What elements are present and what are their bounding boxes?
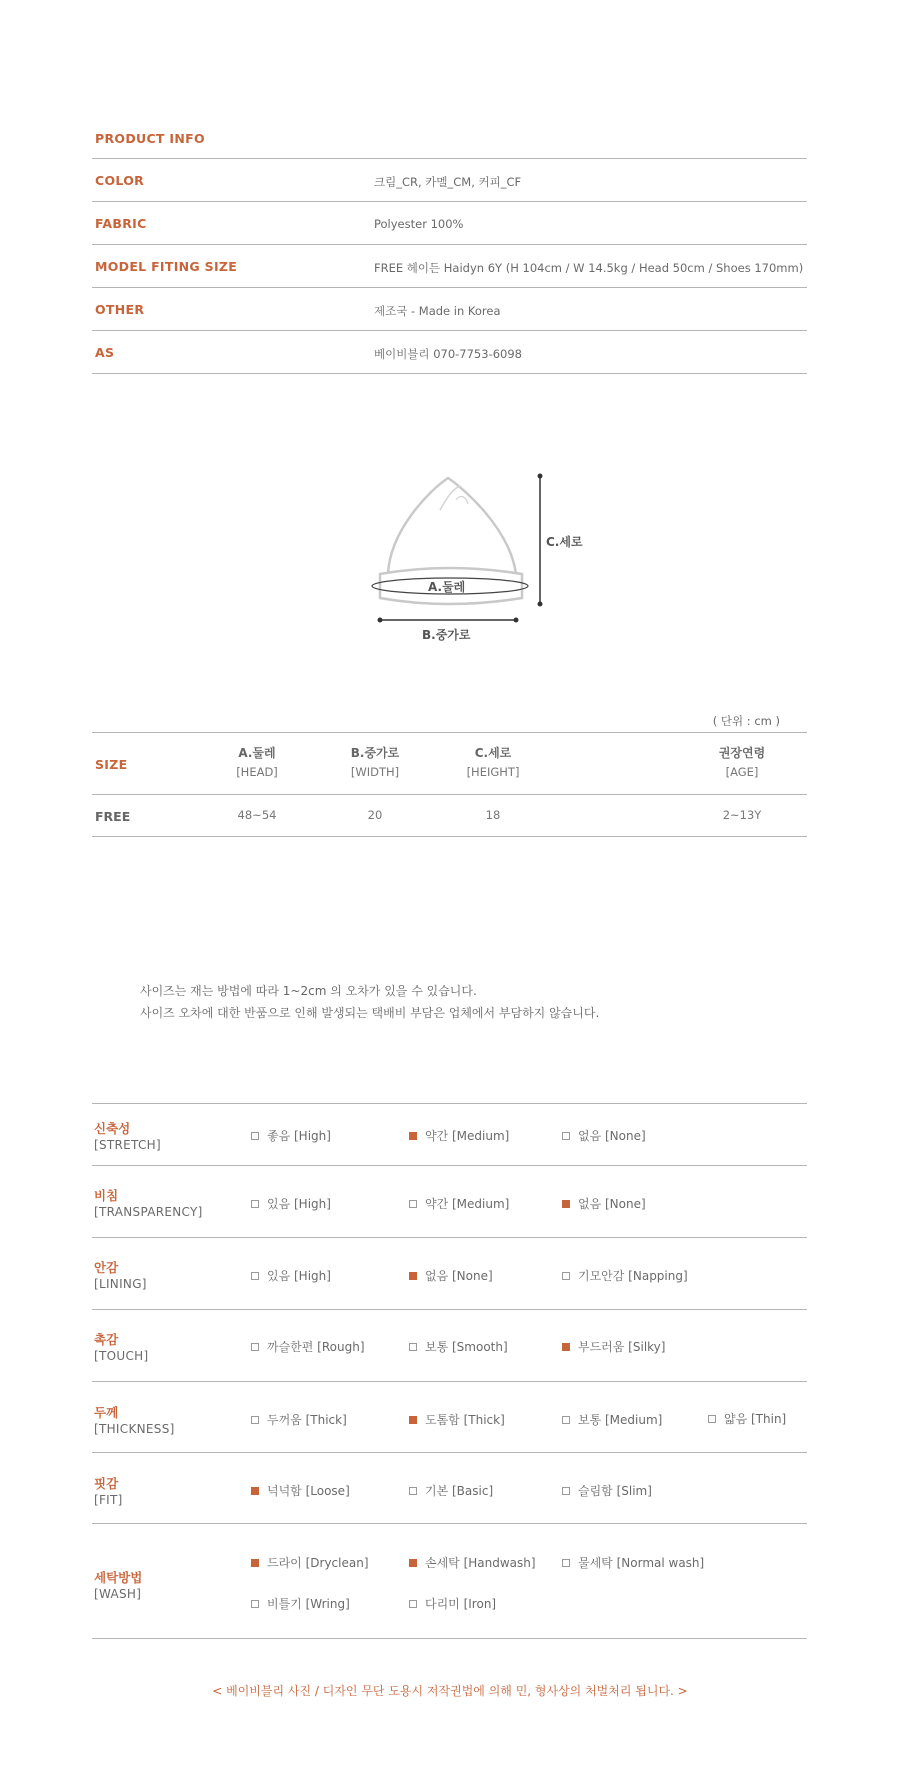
size-value-head: 48~54 (237, 808, 277, 822)
option: 보통 [Medium] (562, 1411, 662, 1428)
divider (92, 794, 807, 795)
option: 손세탁 [Handwash] (409, 1554, 536, 1571)
option: 다리미 [Iron] (409, 1595, 496, 1612)
divider (92, 1523, 807, 1524)
option: 얇음 [Thin] (708, 1410, 786, 1427)
checkbox-empty-icon (251, 1272, 259, 1280)
attr-label-en: [TOUCH] (94, 1349, 149, 1363)
divider (92, 732, 807, 733)
product-info-title: PRODUCT INFO (95, 131, 205, 146)
option: 부드러움 [Silky] (562, 1338, 665, 1355)
divider (92, 201, 807, 202)
size-header-height (433, 744, 553, 779)
option: 있음 [High] (251, 1195, 331, 1212)
header-title: A.둘레 (238, 746, 276, 760)
divider (92, 1638, 807, 1639)
option: 비틀기 [Wring] (251, 1595, 350, 1612)
divider (92, 287, 807, 288)
attr-fit (94, 1474, 123, 1507)
hat-icon (360, 470, 580, 650)
header-sub: [HEIGHT] (466, 765, 520, 779)
divider (92, 1103, 807, 1104)
checkbox-empty-icon (251, 1343, 259, 1351)
header-sub: [HEAD] (236, 765, 278, 779)
info-row-fabric (95, 216, 807, 236)
option: 약간 [Medium] (409, 1127, 509, 1144)
info-label: FABRIC (95, 216, 147, 231)
header-title: 권장연령 (718, 746, 766, 760)
diagram-label-b: B.중가로 (422, 628, 471, 642)
divider (92, 1237, 807, 1238)
option: 있음 [High] (251, 1267, 331, 1284)
note-line: 사이즈는 재는 방법에 따라 1~2cm 의 오차가 있을 수 있습니다. (140, 984, 477, 998)
checkbox-empty-icon (562, 1416, 570, 1424)
checkbox-empty-icon (409, 1343, 417, 1351)
checkbox-filled-icon (409, 1559, 417, 1567)
attr-lining (94, 1258, 147, 1291)
checkbox-empty-icon (251, 1200, 259, 1208)
option: 없음 [None] (562, 1195, 646, 1212)
checkbox-empty-icon (562, 1487, 570, 1495)
size-value-width: 20 (367, 808, 383, 822)
divider (92, 1381, 807, 1382)
size-header-age (682, 744, 802, 779)
attr-label-ko: 신축성 (94, 1121, 131, 1136)
note-line: 사이즈 오차에 대한 반품으로 인해 발생되는 택배비 부담은 업체에서 부담하지 않습니다. (140, 1006, 600, 1020)
attr-label-en: [THICKNESS] (94, 1422, 175, 1436)
attr-label-ko: 두께 (94, 1405, 119, 1420)
checkbox-filled-icon (409, 1132, 417, 1140)
option: 약간 [Medium] (409, 1195, 509, 1212)
info-value: 베이비블리 070-7753-6098 (374, 347, 522, 361)
header-title: B.중가로 (350, 746, 400, 760)
attr-label-ko: 비침 (94, 1188, 119, 1203)
checkbox-empty-icon (251, 1600, 259, 1608)
checkbox-filled-icon (562, 1200, 570, 1208)
attr-stretch (94, 1119, 161, 1152)
attr-label-en: [WASH] (94, 1587, 142, 1601)
size-header-width (315, 744, 435, 779)
option: 보통 [Smooth] (409, 1338, 508, 1355)
info-row-other (95, 302, 807, 322)
divider (92, 330, 807, 331)
attr-wash (94, 1568, 142, 1601)
attr-label-ko: 안감 (94, 1260, 119, 1275)
option: 없음 [None] (409, 1267, 493, 1284)
attr-label-en: [STRETCH] (94, 1138, 161, 1152)
option: 기본 [Basic] (409, 1482, 493, 1499)
attr-label-en: [FIT] (94, 1493, 123, 1507)
checkbox-filled-icon (409, 1272, 417, 1280)
option: 슬림함 [Slim] (562, 1482, 652, 1499)
checkbox-empty-icon (251, 1132, 259, 1140)
divider (92, 373, 807, 374)
info-value: FREE 헤이든 Haidyn 6Y (H 104cm / W 14.5kg / Head 50cm / Shoes 170mm) (374, 261, 804, 275)
option: 물세탁 [Normal wash] (562, 1554, 704, 1571)
divider (92, 836, 807, 837)
option: 도톰함 [Thick] (409, 1411, 505, 1428)
divider (92, 158, 807, 159)
attr-transparency (94, 1186, 203, 1219)
checkbox-empty-icon (562, 1559, 570, 1567)
size-row-label: FREE (95, 809, 131, 824)
checkbox-empty-icon (409, 1200, 417, 1208)
info-value: 크림_CR, 카멜_CM, 커피_CF (374, 175, 522, 189)
attr-label-ko: 촉감 (94, 1332, 119, 1347)
diagram-label-c: C.세로 (546, 535, 583, 549)
checkbox-filled-icon (409, 1416, 417, 1424)
header-sub: [AGE] (725, 765, 759, 779)
option: 두꺼움 [Thick] (251, 1411, 347, 1428)
checkbox-empty-icon (251, 1416, 259, 1424)
attr-label-en: [LINING] (94, 1277, 147, 1291)
info-value: Polyester 100% (374, 217, 464, 231)
checkbox-filled-icon (562, 1343, 570, 1351)
option: 까슬한편 [Rough] (251, 1338, 365, 1355)
attr-label-ko: 세탁방법 (94, 1570, 143, 1585)
info-value: 제조국 - Made in Korea (374, 304, 501, 318)
info-row-model-size (95, 259, 807, 279)
option: 드라이 [Dryclean] (251, 1554, 369, 1571)
unit-label: ( 단위 : cm ) (712, 714, 780, 728)
size-column-label: SIZE (95, 757, 128, 772)
option: 기모안감 [Napping] (562, 1267, 688, 1284)
copyright-notice: < 베이비블리 사진 / 디자인 무단 도용시 저작권법에 의해 민, 형사상의 처벌처리 됩니다. > (212, 1684, 688, 1698)
size-header-head (197, 744, 317, 779)
info-row-color (95, 173, 807, 193)
info-label: MODEL FITING SIZE (95, 259, 238, 274)
divider (92, 1309, 807, 1310)
info-row-as (95, 345, 807, 365)
header-sub: [WIDTH] (350, 765, 400, 779)
attr-touch (94, 1330, 148, 1363)
info-label: COLOR (95, 173, 145, 188)
option: 넉넉함 [Loose] (251, 1482, 350, 1499)
checkbox-filled-icon (251, 1487, 259, 1495)
checkbox-empty-icon (409, 1600, 417, 1608)
size-value-height: 18 (485, 808, 501, 822)
attr-label-ko: 핏감 (94, 1476, 119, 1491)
hat-diagram (360, 470, 583, 650)
checkbox-empty-icon (409, 1487, 417, 1495)
checkbox-filled-icon (251, 1559, 259, 1567)
size-value-age: 2~13Y (722, 808, 762, 822)
info-label: OTHER (95, 302, 145, 317)
option: 좋음 [High] (251, 1127, 331, 1144)
checkbox-empty-icon (562, 1132, 570, 1140)
diagram-label-a: A.둘레 (428, 580, 466, 594)
attr-label-en: [TRANSPARENCY] (94, 1205, 203, 1219)
divider (92, 1165, 807, 1166)
checkbox-empty-icon (562, 1272, 570, 1280)
header-title: C.세로 (474, 746, 512, 760)
divider (92, 244, 807, 245)
option: 없음 [None] (562, 1127, 646, 1144)
attr-thickness (94, 1403, 175, 1436)
checkbox-empty-icon (708, 1415, 716, 1423)
info-label: AS (95, 345, 115, 360)
divider (92, 1452, 807, 1453)
